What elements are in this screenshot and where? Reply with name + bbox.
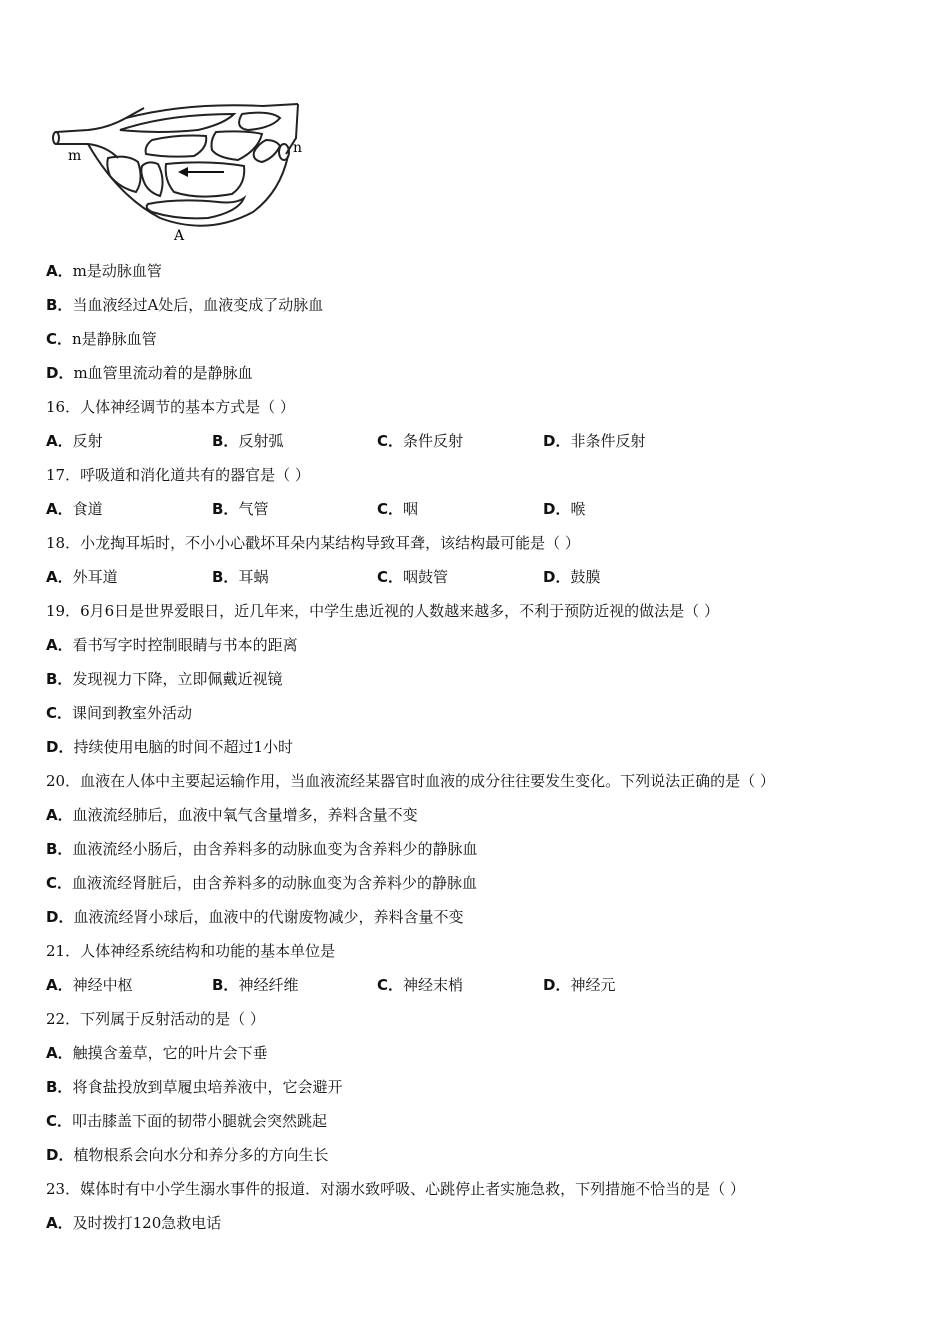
q22-option-a: A．触摸含羞草，它的叶片会下垂 (46, 1044, 268, 1062)
q16-option-a: A．反射 (46, 432, 103, 450)
label-m: m (68, 148, 82, 164)
q18-stem: 18．小龙掏耳垢时，不小小心戳坏耳朵内某结构导致耳聋，该结构最可能是（ ） (46, 534, 580, 552)
q17-stem: 17．呼吸道和消化道共有的器官是（ ） (46, 466, 310, 484)
q16-option-c: C．条件反射 (377, 432, 464, 450)
q20-option-a: A．血液流经肺后，血液中氧气含量增多，养料含量不变 (46, 806, 418, 824)
q21-option-d: D．神经元 (543, 976, 616, 994)
q21-stem: 21．人体神经系统结构和功能的基本单位是 (46, 942, 336, 960)
q23-stem: 23．媒体时有中小学生溺水事件的报道．对溺水致呼吸、心跳停止者实施急救，下列措施不恰当的是（ ） (46, 1180, 745, 1198)
q16-option-d: D．非条件反射 (543, 432, 646, 450)
q22-option-c: C．叩击膝盖下面的韧带小腿就会突然跳起 (46, 1112, 328, 1130)
q22-option-d: D．植物根系会向水分和养分多的方向生长 (46, 1146, 329, 1164)
capillary-network-figure (48, 100, 318, 250)
q19-stem: 19．6月6日是世界爱眼日，近几年来，中学生患近视的人数越来越多，不利于预防近视的做法是（ ） (46, 602, 719, 620)
q18-option-d: D．鼓膜 (543, 568, 601, 586)
label-A: A (174, 228, 185, 244)
q20-stem: 20．血液在人体中主要起运输作用，当血液流经某器官时血液的成分往往要发生变化。下列说法正确的是（ ） (46, 772, 775, 790)
q18-option-a: A．外耳道 (46, 568, 118, 586)
q18-option-b: B．耳蜗 (212, 568, 269, 586)
q17-option-b: B．气管 (212, 500, 269, 518)
q17-option-a: A．食道 (46, 500, 103, 518)
q20-option-c: C．血液流经肾脏后，由含养料多的动脉血变为含养料少的静脉血 (46, 874, 478, 892)
q16-option-b: B．反射弧 (212, 432, 284, 450)
q19-option-b: B．发现视力下降，立即佩戴近视镜 (46, 670, 283, 688)
q22-option-b: B．将食盐投放到草履虫培养液中，它会避开 (46, 1078, 343, 1096)
q15-option-c: C．n是静脉血管 (46, 330, 157, 348)
q19-option-c: C．课间到教室外活动 (46, 704, 193, 722)
q18-option-c: C．咽鼓管 (377, 568, 449, 586)
q20-option-b: B．血液流经小肠后，由含养料多的动脉血变为含养料少的静脉血 (46, 840, 478, 858)
q15-option-a: A．m是动脉血管 (46, 262, 162, 280)
q21-option-b: B．神经纤维 (212, 976, 299, 994)
q16-stem: 16．人体神经调节的基本方式是（ ） (46, 398, 295, 416)
q15-option-d: D．m血管里流动着的是静脉血 (46, 364, 253, 382)
q22-stem: 22．下列属于反射活动的是（ ） (46, 1010, 265, 1028)
q23-option-a: A．及时拨打120急救电话 (46, 1214, 222, 1232)
q17-option-c: C．咽 (377, 500, 419, 518)
q15-option-b: B．当血液经过A处后，血液变成了动脉血 (46, 296, 324, 314)
q21-option-c: C．神经末梢 (377, 976, 464, 994)
q21-option-a: A．神经中枢 (46, 976, 133, 994)
q19-option-a: A．看书写字时控制眼睛与书本的距离 (46, 636, 298, 654)
label-n: n (293, 140, 303, 156)
q17-option-d: D．喉 (543, 500, 586, 518)
q19-option-d: D．持续使用电脑的时间不超过1小时 (46, 738, 293, 756)
q20-option-d: D．血液流经肾小球后，血液中的代谢废物减少，养料含量不变 (46, 908, 464, 926)
